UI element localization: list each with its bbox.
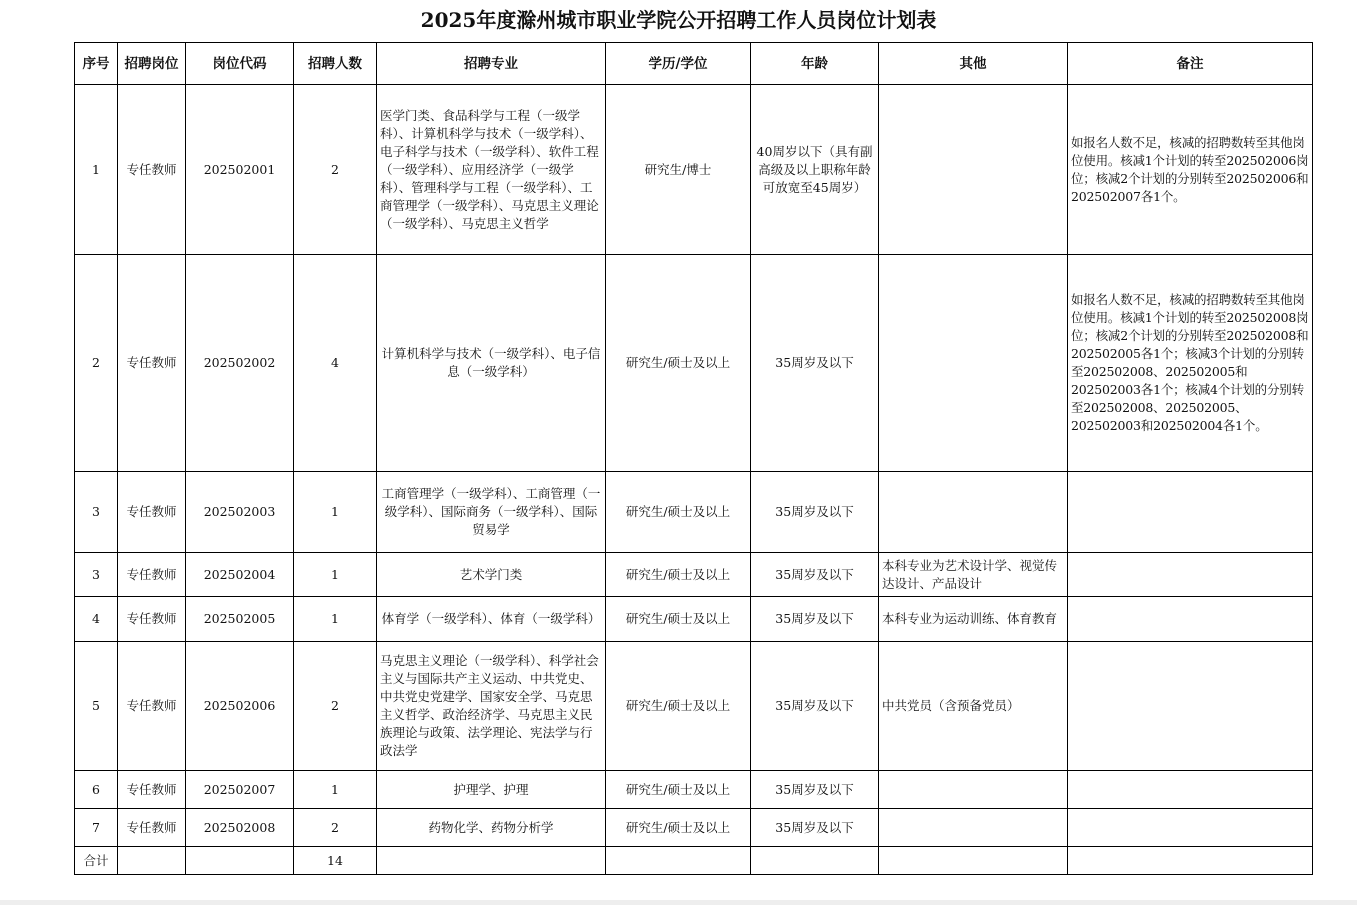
cell-code: 202502008 (186, 809, 294, 847)
header-age: 年龄 (751, 43, 879, 85)
cell-no: 6 (75, 771, 118, 809)
cell-other: 中共党员（含预备党员） (879, 642, 1068, 771)
total-row (75, 847, 1313, 875)
cell-education: 研究生/硕士及以上 (606, 597, 751, 642)
table-row (75, 809, 1313, 847)
header-count: 招聘人数 (294, 43, 377, 85)
cell-no: 5 (75, 642, 118, 771)
cell-no: 3 (75, 472, 118, 553)
total-empty (118, 847, 186, 875)
cell-code: 202502006 (186, 642, 294, 771)
cell-no: 3 (75, 553, 118, 597)
total-empty (751, 847, 879, 875)
total-label: 合计 (75, 847, 118, 875)
cell-code: 202502004 (186, 553, 294, 597)
recruitment-plan-table (74, 42, 1313, 875)
cell-major: 药物化学、药物分析学 (377, 809, 606, 847)
cell-count: 4 (294, 255, 377, 472)
cell-education: 研究生/硕士及以上 (606, 771, 751, 809)
cell-age: 35周岁及以下 (751, 472, 879, 553)
cell-no: 7 (75, 809, 118, 847)
cell-count: 1 (294, 597, 377, 642)
cell-remark: 如报名人数不足，核减的招聘数转至其他岗位使用。核减1个计划的转至202502008岗位；核减2个计划的分别转至202502008和202502005各1个；核减3个计划的分别转至202502008、202502005和202502003各1个；核减4个计划的分别转至202502008、202502005、202502003和202502004各1个。 (1068, 255, 1313, 472)
cell-count: 1 (294, 771, 377, 809)
total-empty (879, 847, 1068, 875)
cell-other: 本科专业为运动训练、体育教育 (879, 597, 1068, 642)
cell-education: 研究生/硕士及以上 (606, 642, 751, 771)
header-other: 其他 (879, 43, 1068, 85)
cell-education: 研究生/硕士及以上 (606, 553, 751, 597)
cell-remark: 如报名人数不足，核减的招聘数转至其他岗位使用。核减1个计划的转至202502006岗位；核减2个计划的分别转至202502006和202502007各1个。 (1068, 85, 1313, 255)
cell-code: 202502003 (186, 472, 294, 553)
header-post: 招聘岗位 (118, 43, 186, 85)
cell-no: 1 (75, 85, 118, 255)
cell-other (879, 809, 1068, 847)
cell-remark (1068, 809, 1313, 847)
table-row (75, 255, 1313, 472)
cell-age: 35周岁及以下 (751, 597, 879, 642)
cell-code: 202502007 (186, 771, 294, 809)
cell-no: 2 (75, 255, 118, 472)
cell-age: 35周岁及以下 (751, 809, 879, 847)
table-row (75, 771, 1313, 809)
cell-post: 专任教师 (118, 771, 186, 809)
page-bottom-edge (0, 900, 1357, 905)
cell-code: 202502005 (186, 597, 294, 642)
total-empty (186, 847, 294, 875)
cell-age: 35周岁及以下 (751, 642, 879, 771)
cell-post: 专任教师 (118, 472, 186, 553)
total-empty (1068, 847, 1313, 875)
total-empty (377, 847, 606, 875)
cell-remark (1068, 642, 1313, 771)
cell-other (879, 472, 1068, 553)
cell-major: 工商管理学（一级学科）、工商管理（一级学科）、国际商务（一级学科）、国际贸易学 (377, 472, 606, 553)
cell-count: 2 (294, 85, 377, 255)
cell-remark (1068, 472, 1313, 553)
cell-major: 艺术学门类 (377, 553, 606, 597)
cell-age: 35周岁及以下 (751, 553, 879, 597)
cell-major: 护理学、护理 (377, 771, 606, 809)
table-row (75, 553, 1313, 597)
table-row (75, 642, 1313, 771)
cell-code: 202502002 (186, 255, 294, 472)
total-empty (606, 847, 751, 875)
cell-other (879, 255, 1068, 472)
cell-count: 2 (294, 809, 377, 847)
cell-age: 35周岁及以下 (751, 771, 879, 809)
cell-other (879, 771, 1068, 809)
table-row (75, 85, 1313, 255)
page-title: 2025年度滁州城市职业学院公开招聘工作人员岗位计划表 (420, 8, 937, 32)
header-education: 学历/学位 (606, 43, 751, 85)
cell-other (879, 85, 1068, 255)
header-major: 招聘专业 (377, 43, 606, 85)
cell-age: 35周岁及以下 (751, 255, 879, 472)
cell-post: 专任教师 (118, 809, 186, 847)
cell-count: 1 (294, 553, 377, 597)
cell-count: 1 (294, 472, 377, 553)
header-remark: 备注 (1068, 43, 1313, 85)
cell-remark (1068, 553, 1313, 597)
cell-post: 专任教师 (118, 553, 186, 597)
cell-education: 研究生/硕士及以上 (606, 472, 751, 553)
cell-post: 专任教师 (118, 642, 186, 771)
cell-code: 202502001 (186, 85, 294, 255)
cell-education: 研究生/硕士及以上 (606, 809, 751, 847)
cell-education: 研究生/硕士及以上 (606, 255, 751, 472)
cell-major: 医学门类、食品科学与工程（一级学科）、计算机科学与技术（一级学科）、电子科学与技术（一级学科）、软件工程（一级学科）、应用经济学（一级学科）、管理科学与工程（一级学科）、工商管理学（一级学科）、马克思主义理论（一级学科）、马克思主义哲学 (377, 85, 606, 255)
cell-other: 本科专业为艺术设计学、视觉传达设计、产品设计 (879, 553, 1068, 597)
cell-post: 专任教师 (118, 255, 186, 472)
cell-no: 4 (75, 597, 118, 642)
cell-major: 体育学（一级学科）、体育（一级学科） (377, 597, 606, 642)
header-row (75, 43, 1313, 85)
table-row (75, 597, 1313, 642)
cell-remark (1068, 597, 1313, 642)
cell-post: 专任教师 (118, 85, 186, 255)
cell-remark (1068, 771, 1313, 809)
cell-major: 马克思主义理论（一级学科）、科学社会主义与国际共产主义运动、中共党史、中共党史党建学、国家安全学、马克思主义哲学、政治经济学、马克思主义民族理论与政策、法学理论、宪法学与行政法学 (377, 642, 606, 771)
cell-age: 40周岁以下（具有副高级及以上职称年龄可放宽至45周岁） (751, 85, 879, 255)
cell-education: 研究生/博士 (606, 85, 751, 255)
cell-count: 2 (294, 642, 377, 771)
header-code: 岗位代码 (186, 43, 294, 85)
header-no: 序号 (75, 43, 118, 85)
table-row (75, 472, 1313, 553)
cell-post: 专任教师 (118, 597, 186, 642)
cell-major: 计算机科学与技术（一级学科）、电子信息（一级学科） (377, 255, 606, 472)
total-count: 14 (294, 847, 377, 875)
